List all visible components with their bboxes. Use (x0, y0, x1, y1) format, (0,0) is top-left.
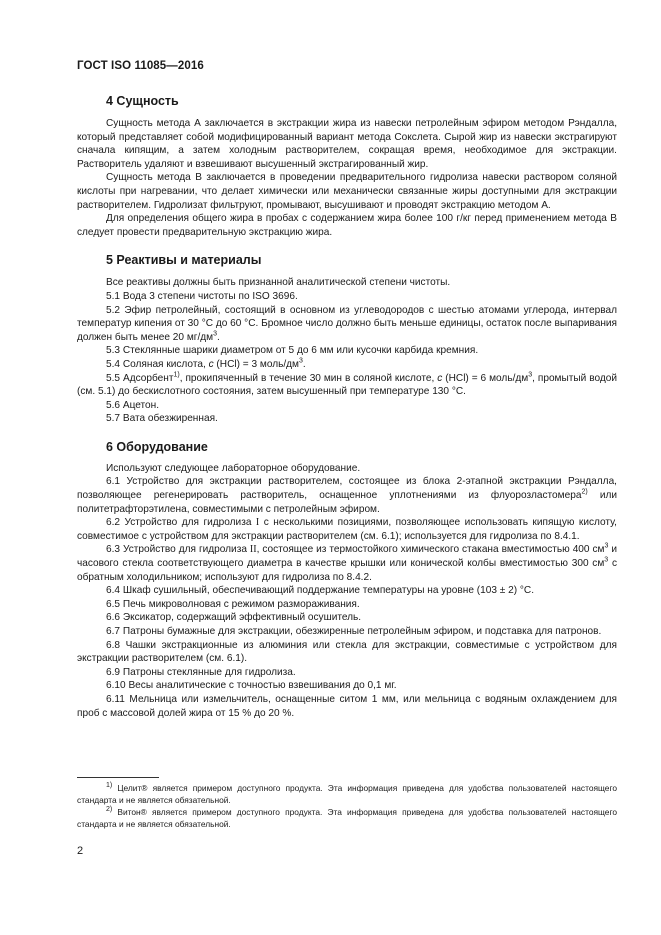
standard-header: ГОСТ ISO 11085—2016 (77, 60, 204, 72)
page-body (77, 93, 617, 720)
footnote-2: $^{2)}$ Витон® является примером доступного продукта. Эта информация приведена для удобства пользователей настоящего стандарта и не является обязательной. (77, 806, 617, 829)
item-6-11: 6.11 Мельница или измельчитель, оснащенные ситом 1 мм, или мельница с водяным охлаждением для проб с массовой долей жира от 15 % до 20 %. (77, 693, 617, 719)
item-6-4: 6.4 Шкаф сушильный, обеспечивающий поддержание температуры на уровне (103 ± 2) °С. (106, 585, 535, 597)
item-6-1: 6.1 Устройство для экстракции растворителем, состоящее из блока 2-этапной экстракции Рэндалла, позволяющее регенерировать растворитель, оснащенное уплотнениями из флуорозластомера$^{2)}$ или политетрафторэтилена, совместимыми с петролейным эфиром. (77, 476, 617, 515)
footnote-divider (77, 777, 159, 778)
section-4-paragraph-1: Сущность метода А заключается в экстракции жира из навески петролейным эфиром методом Рэндалла, который представляет собой модифицированный вариант метода Сокслета. Сырой жир из навески экстрагируют сначала кипящим, а затем холодным растворителем, сокращая время, необходимое для экстракции. Растворитель удаляют и взвешивают высушенный экстрагированный жир. (77, 118, 617, 170)
section-5-intro: Все реактивы должны быть признанной аналитической степени чистоты. (106, 277, 451, 289)
footnote-ref-1[interactable]: 1) (173, 371, 180, 379)
item-6-10: 6.10 Весы аналитические с точностью взвешивания до 0,1 мг. (106, 680, 397, 692)
item-5-5: 5.5 Адсорбент$^{1)}$, прокипяченный в течение 30 мин в соляной кислоте, c (HCl) = 6 моль/$дм^3$, промытый водой (см. 5.1) до бескислотного состояния, затем высушенный при температуре 130 °С. (77, 371, 617, 398)
item-6-7: 6.7 Патроны бумажные для экстракции, обезжиренные петролейным эфиром, и подставка для патронов. (106, 626, 602, 637)
item-6-8: 6.8 Чашки экстракционные из алюминия или стекла для экстракции, совместимые с устройством для экстракции растворителем (см. 6.1). (77, 639, 617, 665)
footnote-ref-2[interactable]: 2) (581, 488, 588, 496)
item-5-7: 5.7 Вата обезжиренная. (106, 413, 218, 425)
section-4-title: 4 Сущность (106, 94, 179, 108)
item-5-3: 5.3 Стеклянные шарики диаметром от 5 до 6 мм или кусочки карбида кремния. (106, 345, 479, 357)
item-6-2: 6.2 Устройство для гидролиза I с несколькими позициями, позволяющее использовать кипящую кислоту, совместимое с устройством для экстракции растворителем (см. 6.1); используется для гидролиза по 8.4.1. (77, 517, 617, 542)
footnotes (77, 783, 617, 831)
section-4-paragraph-2: Сущность метода B заключается в проведении предварительного гидролиза навески раствором соляной кислоты при нагревании, что делает химически или механически связанные жиры доступными для экстракции растворителем. Гидролизат фильтруют, промывают, высушивают и проводят экстракцию методом А. (77, 172, 617, 211)
page-number: 2 (77, 845, 84, 857)
item-6-9: 6.9 Патроны стеклянные для гидролиза. (106, 666, 296, 678)
section-5-title: 5 Реактивы и материалы (106, 253, 262, 268)
item-6-5: 6.5 Печь микроволновая с режимом размораживания. (106, 598, 360, 610)
item-5-1: 5.1 Вода 3 степени чистоты по ISO 3696. (106, 290, 298, 302)
section-4-paragraph-3: Для определения общего жира в пробах с содержанием жира более 100 г/кг перед применением метода В следует провести предварительную экстракцию жира. (77, 213, 617, 238)
item-6-6: 6.6 Эксикатор, содержащий эффективный осушитель. (106, 612, 362, 624)
section-6-intro: Используют следующее лабораторное оборудование. (106, 462, 361, 474)
footnote-1: $^{1)}$ Целит® является примером доступного продукта. Эта информация приведена для удобства пользователей настоящего стандарта и не является обязательной. (77, 782, 617, 805)
item-5-4: 5.4 Соляная кислота, с (HCl) = 3 моль/$дм^3$. (106, 357, 306, 370)
item-5-6: 5.6 Ацетон. (106, 399, 160, 411)
item-5-2: 5.2 Эфир петролейный, состоящий в основном из углеводородов с шестью атомами углерода, интервал температур кипения от 30 °С до 60 °С. Бромное число должно быть меньше единицы, остаток после выпаривания должен быть менее 20 $мг/дм^3$. (77, 304, 618, 343)
item-6-3: 6.3 Устройство для гидролиза II, состоящее из термостойкого химического стакана вместимостью 400 $см^3$ и часового стекла соответствующего диаметра в качестве крышки или конической колбы вместимостью 300 $см^3$ с обратным холодильником; используют для гидролиза по 8.4.2. (77, 543, 617, 583)
section-6-title: 6 Оборудование (106, 439, 208, 454)
